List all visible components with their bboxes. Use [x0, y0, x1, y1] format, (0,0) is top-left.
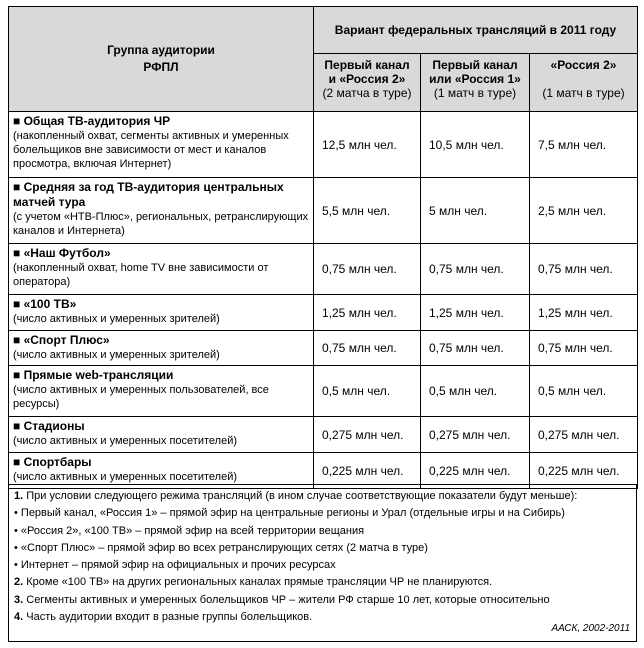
value-cell: 0,5 млн чел. [421, 366, 530, 417]
row-description: (число активных и умеренных зрителей) [13, 349, 220, 361]
footnote-1 [14, 488, 631, 505]
footnote-number: 3. [14, 593, 24, 606]
value-cell: 0,225 млн чел. [530, 453, 638, 489]
value-cell: 5,5 млн чел. [314, 178, 421, 244]
column-header-3 [530, 54, 638, 112]
row-description: (с учетом «НТВ-Плюс», региональных, ретранслирующих каналов и Интернета) [13, 211, 309, 237]
table-row [9, 417, 638, 453]
value-cell: 12,5 млн чел. [314, 112, 421, 178]
footnote-number: 4. [14, 611, 24, 624]
value-cell: 1,25 млн чел. [530, 295, 638, 331]
value-cell: 0,5 млн чел. [530, 366, 638, 417]
col1-line2: и «Россия 2» [328, 72, 406, 86]
row-description: (накопленный охват, сегменты активных и умеренных болельщиков вне зависимости от мест и каналов просмотра, включая Интернет) [13, 130, 289, 170]
value-cell: 0,275 млн чел. [530, 417, 638, 453]
row-title: ■ «100 ТВ» [13, 297, 77, 311]
table-row [9, 366, 638, 417]
value-cell: 1,25 млн чел. [314, 295, 421, 331]
col3-line1: «Россия 2» [550, 58, 617, 72]
row-title: ■ Спортбары [13, 455, 92, 469]
row-group-cell [9, 331, 314, 366]
footnote-bullet: • Первый канал, «Россия 1» – прямой эфир на центральные регионы и Урал (отдельные игры и на Сибирь) [14, 507, 565, 520]
group-title-line1: Группа аудитории [107, 43, 215, 57]
group-header [9, 7, 314, 112]
value-cell: 7,5 млн чел. [530, 112, 638, 178]
value-cell: 0,75 млн чел. [530, 244, 638, 295]
footnote-text: Часть аудитории входит в разные группы болельщиков. [26, 611, 313, 624]
row-group-cell [9, 244, 314, 295]
variant-header: Вариант федеральных трансляций в 2011 году [314, 7, 638, 54]
footnotes [8, 484, 637, 642]
header-row [9, 7, 638, 54]
column-header-2 [421, 54, 530, 112]
row-group-cell [9, 178, 314, 244]
row-description: (накопленный охват, home TV вне зависимости от оператора) [13, 262, 269, 288]
row-title: ■ «Спорт Плюс» [13, 333, 110, 347]
value-cell: 0,225 млн чел. [421, 453, 530, 489]
footnote-bullet: • Интернет – прямой эфир на официальных и прочих ресурсах [14, 559, 336, 572]
footnote-3 [14, 592, 631, 609]
row-title: ■ Общая ТВ-аудитория ЧР [13, 114, 171, 128]
table-row [9, 244, 638, 295]
col1-line1: Первый канал [324, 58, 410, 72]
footnote-text: При условии следующего режима трансляций (в ином случае соответствующие показатели будут меньше): [26, 490, 578, 502]
value-cell: 5 млн чел. [421, 178, 530, 244]
col2-note: (1 матч в туре) [433, 86, 517, 100]
row-group-cell [9, 112, 314, 178]
value-cell: 0,275 млн чел. [314, 417, 421, 453]
value-cell: 0,75 млн чел. [421, 331, 530, 366]
value-cell: 0,75 млн чел. [421, 244, 530, 295]
copyright: ААСК, 2002-2011 [551, 622, 630, 634]
col2-line2: или «Россия 1» [429, 72, 521, 86]
row-group-cell [9, 366, 314, 417]
row-title: ■ Стадионы [13, 419, 85, 433]
footnote-4 [14, 609, 631, 626]
value-cell: 0,225 млн чел. [314, 453, 421, 489]
row-description: (число активных и умеренных пользователей, все ресурсы) [13, 384, 269, 410]
value-cell: 2,5 млн чел. [530, 178, 638, 244]
footnote-number: 1. [14, 490, 24, 502]
table-row [9, 112, 638, 178]
row-description: (число активных и умеренных посетителей) [13, 435, 237, 447]
col2-line1: Первый канал [432, 58, 518, 72]
row-title: ■ «Наш Футбол» [13, 246, 111, 260]
value-cell: 10,5 млн чел. [421, 112, 530, 178]
footnote-number: 2. [14, 576, 24, 589]
audience-table [8, 6, 638, 489]
table-row [9, 295, 638, 331]
footnote-2 [14, 574, 631, 591]
value-cell: 0,75 млн чел. [314, 331, 421, 366]
footnote-bullet: • «Спорт Плюс» – прямой эфир во всех ретранслирующих сетях (2 матча в туре) [14, 541, 428, 554]
row-description: (число активных и умеренных зрителей) [13, 313, 220, 325]
row-title: ■ Прямые web-трансляции [13, 368, 174, 382]
footnote-bullet: • «Россия 2», «100 ТВ» – прямой эфир на всей территории вещания [14, 524, 365, 537]
value-cell: 0,5 млн чел. [314, 366, 421, 417]
table-row [9, 331, 638, 366]
footnote-text: Сегменты активных и умеренных болельщиков ЧР – жители РФ старше 10 лет, которые относительно [26, 593, 550, 606]
row-description: (число активных и умеренных посетителей) [13, 471, 237, 483]
row-group-cell [9, 295, 314, 331]
col3-spacer [532, 72, 635, 86]
table-row [9, 178, 638, 244]
row-title: ■ Средняя за год ТВ-аудитория центральных матчей тура [13, 180, 284, 209]
col1-note: (2 матча в туре) [322, 86, 412, 100]
value-cell: 0,275 млн чел. [421, 417, 530, 453]
footnote-text: Кроме «100 ТВ» на других региональных каналах прямые трансляции ЧР не планируются. [26, 576, 493, 589]
row-group-cell [9, 417, 314, 453]
value-cell: 1,25 млн чел. [421, 295, 530, 331]
value-cell: 0,75 млн чел. [314, 244, 421, 295]
group-title-line2: РФПЛ [143, 60, 179, 74]
value-cell: 0,75 млн чел. [530, 331, 638, 366]
column-header-1 [314, 54, 421, 112]
col3-note: (1 матч в туре) [542, 86, 625, 100]
